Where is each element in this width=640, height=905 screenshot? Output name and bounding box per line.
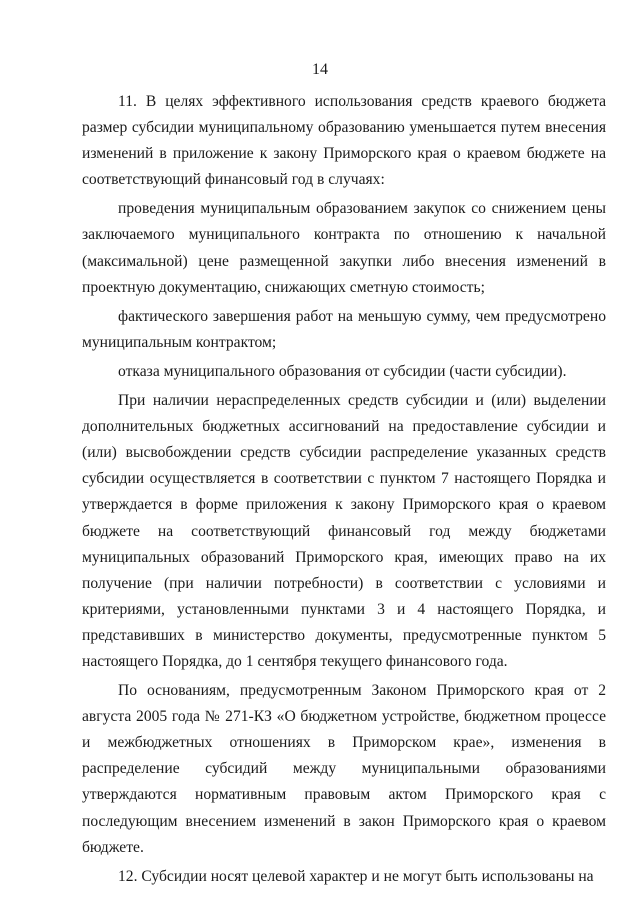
paragraph-12-start: 12. Субсидии носят целевой характер и не могут быть использованы на <box>118 867 594 885</box>
paragraph-law-grounds: По основаниям, предусмотренным Законом Приморского края от 2 августа 2005 года № 271-КЗ «О бюджетном устройстве, бюджетном процессе и межбюджетных отношениях в Приморском крае», изменения в распределение субсидий между муниципальными образованиями утверждаются нормативным правовым актом Приморского края с последующим внесением изменений в закон Приморского края о краевом бюджете. <box>82 682 606 856</box>
paragraph-case-procurement: проведения муниципальным образованием закупок со снижением цены заключаемого муниципального контракта по отношению к начальной (максимальной) цене размещенной закупки либо внесения изменений в проектную документацию, снижающих сметную стоимость; <box>82 200 606 296</box>
paragraph-case-refusal: отказа муниципального образования от субсидии (части субсидии). <box>118 362 567 380</box>
body-text <box>82 89 606 890</box>
paragraph-case-completion: фактического завершения работ на меньшую сумму, чем предусмотрено муниципальным контрактом; <box>82 307 606 351</box>
paragraph-unallocated-funds: При наличии нераспределенных средств субсидии и (или) выделении дополнительных бюджетных ассигнований на предоставление субсидии и (или) высвобождении средств субсидии распределение указанных средств субсидии осуществляется в соответствии с пунктом 7 настоящего Порядка и утверждается в форме приложения к закону Приморского края о краевом бюджете на соответствующий финансовый год между бюджетами муниципальных образований Приморского края, имеющих право на их получение (при наличии потребности) в соответствии с условиями и критериями, установленными пунктами 3 и 4 настоящего Порядка, и представивших в министерство документы, предусмотренные пунктом 5 настоящего Порядка, до 1 сентября текущего финансового года. <box>82 392 606 670</box>
page-number: 14 <box>312 61 328 78</box>
paragraph-11-intro: 11. В целях эффективного использования средств краевого бюджета размер субсидии муниципальному образованию уменьшается путем внесения изменений в приложение к закону Приморского края о краевом бюджете на соответствующий финансовый год в случаях: <box>82 93 606 189</box>
